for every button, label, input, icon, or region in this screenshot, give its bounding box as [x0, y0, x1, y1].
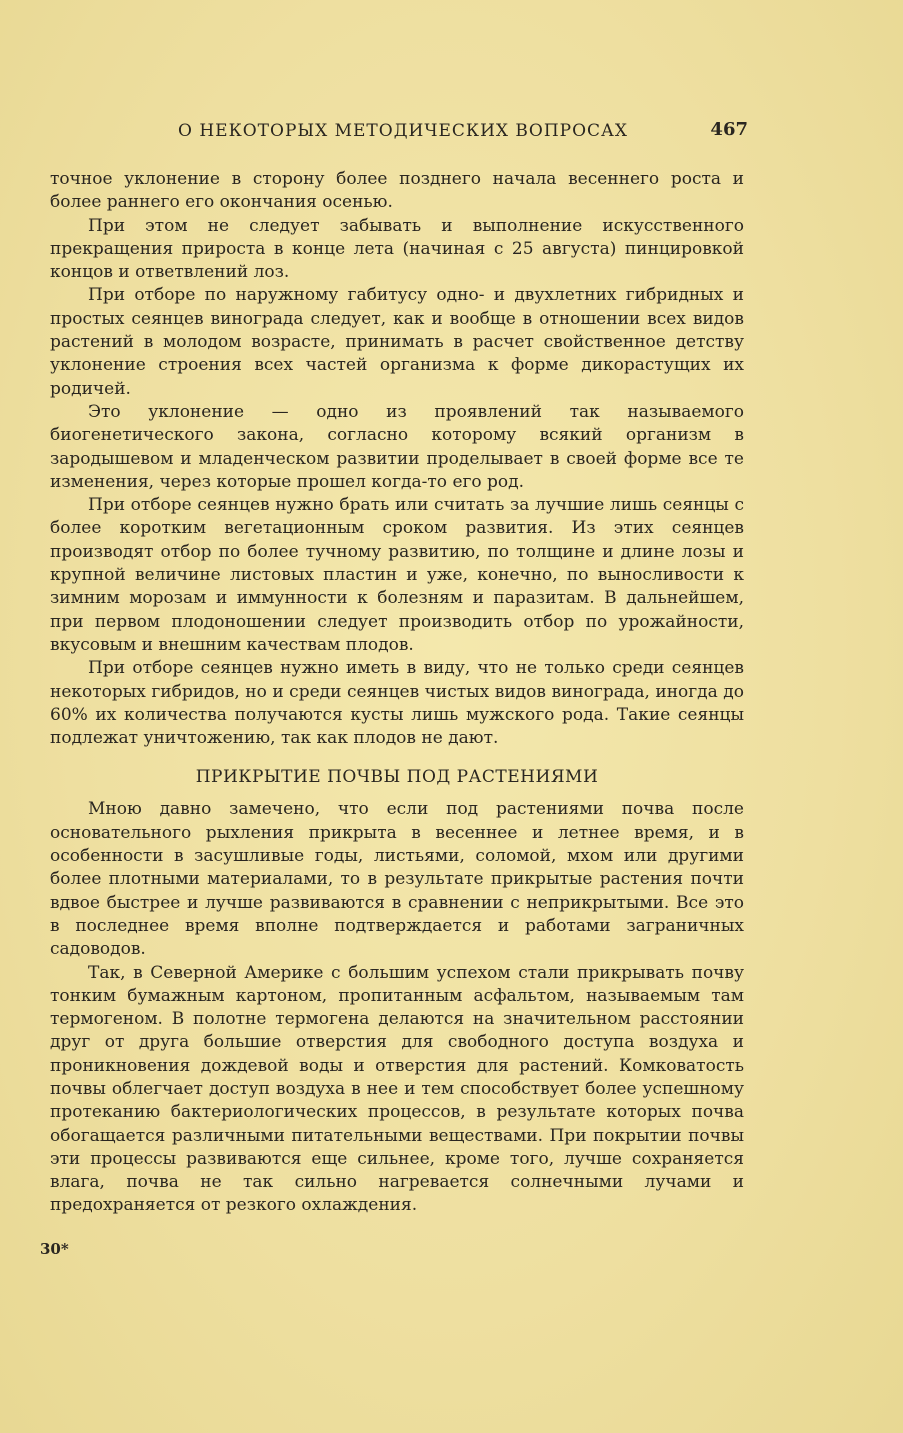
section-title: ПРИКРЫТИЕ ПОЧВЫ ПОД РАСТЕНИЯМИ: [195, 767, 599, 788]
signature-mark: 30*: [40, 1240, 69, 1258]
paragraph: Это уклонение — одно из проявлений так называемого биогенетического закона, согласно которому всякий организм в зародышевом и младенческом развитии проделывает в своей форме все те изменения, через которые прошел когда-то его род.: [50, 401, 744, 492]
paragraph: При отборе сеянцев нужно иметь в виду, что не только среди сеянцев некоторых гибридов, но и среди сеянцев чистых видов винограда, иногда до 60% их количества получаются кусты лишь мужского рода. Такие сеянцы подлежат уничтожению, так как плодов не дают.: [50, 658, 744, 749]
page-number: 467: [710, 119, 748, 140]
paragraph: При отборе сеянцев нужно брать или считать за лучшие лишь сеянцы с более коротким вегетационным сроком развития. Из этих сеянцев производят отбор по более тучному развитию, по толщине и длине лозы и крупной величине листовых пластин и уже, конечно, по выносливости к зимним морозам и иммунности к болезням и паразитам. В дальнейшем, при первом плодоношении следует производить отбор по урожайности, вкусовым и внешним качествам плодов.: [50, 495, 744, 655]
paragraph: Мною давно замечено, что если под растениями почва после основательного рыхления прикрыта в весеннее и летнее время, и в особенности в засушливые годы, листьями, соломой, мхом или другими более плотными материалами, то в результате прикрытые растения почти вдвое быстрее и лучше развиваются в сравнении с неприкрытыми. Все это в последнее время вполне подтверждается и работами заграничных садоводов.: [50, 799, 744, 960]
paragraph: Так, в Северной Америке с большим успехом стали прикрывать почву тонким бумажным картоном, пропитанным асфальтом, называемым там термогеном. В полотне термогена делаются на значительном расстоянии друг от друга большие отверстия для свободного доступа воздуха и проникновения дождевой воды и отверстия для растений. Комковатость почвы облегчает доступ воздуха в нее и тем способствует более успешному протеканию бактериологических процессов, в результате которых почва обогащается различными питательными веществами. При покрытии почвы эти процессы развиваются еще сильнее, кроме того, лучше сохраняется влага, почва не так сильно нагревается солнечными лучами и предохраняется от резкого охлаждения.: [50, 962, 744, 1216]
running-title: О НЕКОТОРЫХ МЕТОДИЧЕСКИХ ВОПРОСАХ: [178, 121, 629, 141]
paragraph: При этом не следует забывать и выполнение искусственного прекращения прироста в конце лета (начиная с 25 августа) пинцировкой концов и ответвлений лоз.: [50, 215, 744, 283]
body-text: [50, 168, 744, 1218]
page-header: [50, 121, 750, 147]
paragraph: точное уклонение в сторону более позднего начала весеннего роста и более раннего его окончания осенью.: [50, 169, 744, 213]
paragraph: При отборе по наружному габитусу одно- и двухлетних гибридных и простых сеянцев винограда следует, как и вообще в отношении всех видов растений в молодом возрасте, принимать в расчет свойственное детству уклонение строения всех частей организма к форме дикорастущих их родичей.: [50, 285, 744, 399]
